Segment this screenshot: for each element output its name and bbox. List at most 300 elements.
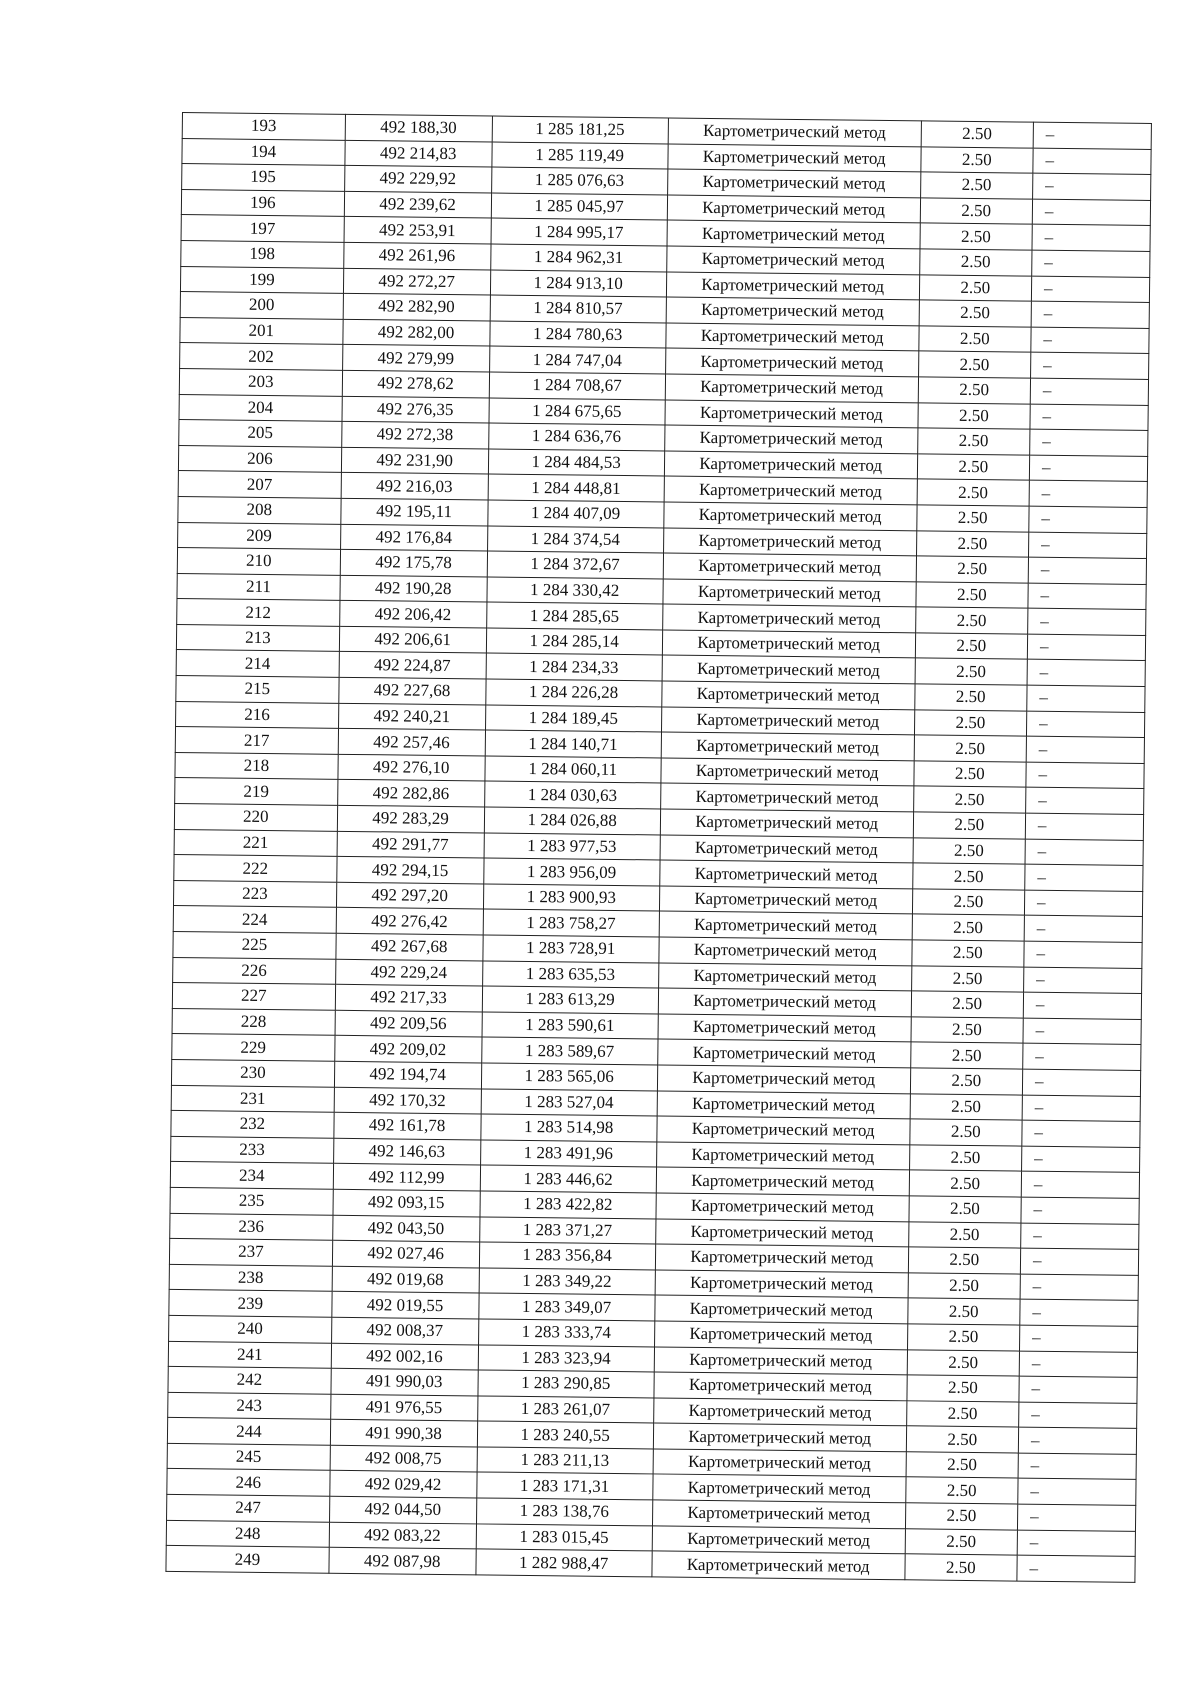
- coordinate-y-cell: 1 283 333,74: [478, 1319, 655, 1347]
- coordinate-y-cell: 1 283 371,27: [479, 1216, 656, 1244]
- description-cell: –: [1018, 1453, 1136, 1480]
- method-cell: Картометрический метод: [661, 707, 914, 735]
- coordinate-y-cell: 1 283 356,84: [479, 1242, 656, 1270]
- coordinate-y-cell: 1 284 374,54: [487, 525, 664, 553]
- point-number-cell: 211: [177, 573, 340, 600]
- method-cell: Картометрический метод: [654, 1372, 907, 1400]
- description-cell: –: [1020, 1325, 1138, 1352]
- coordinate-x-cell: 492 093,15: [333, 1189, 480, 1216]
- precision-cell: 2.50: [920, 198, 1033, 225]
- description-cell: –: [1021, 1171, 1139, 1198]
- description-cell: –: [1017, 1504, 1135, 1531]
- precision-cell: 2.50: [910, 1093, 1023, 1120]
- coordinates-table: [165, 112, 1151, 1583]
- description-cell: –: [1029, 480, 1147, 507]
- precision-cell: 2.50: [915, 607, 1028, 634]
- coordinate-x-cell: 492 261,96: [343, 242, 490, 269]
- coordinate-x-cell: 492 044,50: [329, 1496, 476, 1523]
- description-cell: –: [1029, 506, 1147, 533]
- coordinate-y-cell: 1 283 446,62: [480, 1165, 657, 1193]
- point-number-cell: 248: [166, 1520, 329, 1547]
- point-number-cell: 224: [173, 906, 336, 933]
- coordinate-y-cell: 1 284 675,65: [488, 398, 665, 426]
- precision-cell: 2.50: [911, 991, 1024, 1018]
- method-cell: Картометрический метод: [659, 911, 912, 939]
- description-cell: –: [1032, 250, 1150, 277]
- coordinate-y-cell: 1 284 234,33: [486, 653, 663, 681]
- coordinate-y-cell: 1 284 810,57: [490, 295, 667, 323]
- precision-cell: 2.50: [916, 530, 1029, 557]
- precision-cell: 2.50: [907, 1298, 1020, 1325]
- description-cell: –: [1025, 839, 1143, 866]
- precision-cell: 2.50: [920, 172, 1033, 199]
- method-cell: Картометрический метод: [656, 1193, 909, 1221]
- method-cell: Картометрический метод: [663, 527, 916, 555]
- precision-cell: 2.50: [913, 761, 1026, 788]
- point-number-cell: 223: [173, 880, 336, 907]
- description-cell: –: [1031, 352, 1149, 379]
- description-cell: –: [1033, 173, 1151, 200]
- precision-cell: 2.50: [916, 582, 1029, 609]
- point-number-cell: 241: [168, 1341, 331, 1368]
- description-cell: –: [1031, 327, 1149, 354]
- precision-cell: 2.50: [908, 1247, 1021, 1274]
- coordinate-y-cell: 1 283 589,67: [481, 1037, 658, 1065]
- point-number-cell: 196: [181, 189, 344, 216]
- description-cell: –: [1017, 1555, 1135, 1582]
- point-number-cell: 243: [168, 1392, 331, 1419]
- precision-cell: 2.50: [909, 1170, 1022, 1197]
- point-number-cell: 199: [180, 266, 343, 293]
- description-cell: –: [1025, 813, 1143, 840]
- point-number-cell: 205: [179, 420, 342, 447]
- description-cell: –: [1022, 1120, 1140, 1147]
- method-cell: Картометрический метод: [668, 118, 921, 146]
- precision-cell: 2.50: [920, 223, 1033, 250]
- description-cell: –: [1026, 788, 1144, 815]
- method-cell: Картометрический метод: [666, 272, 919, 300]
- point-number-cell: 208: [178, 496, 341, 523]
- coordinate-x-cell: 492 294,15: [336, 857, 483, 884]
- coordinate-y-cell: 1 284 913,10: [490, 270, 667, 298]
- precision-cell: 2.50: [918, 402, 1031, 429]
- coordinate-x-cell: 492 231,90: [341, 447, 488, 474]
- coordinate-y-cell: 1 283 977,53: [484, 833, 661, 861]
- precision-cell: 2.50: [905, 1528, 1018, 1555]
- description-cell: –: [1023, 1018, 1141, 1045]
- description-cell: –: [1022, 1069, 1140, 1096]
- point-number-cell: 209: [178, 522, 341, 549]
- coordinate-x-cell: 492 175,78: [340, 549, 487, 576]
- precision-cell: 2.50: [917, 454, 1030, 481]
- method-cell: Картометрический метод: [660, 860, 913, 888]
- method-cell: Картометрический метод: [654, 1346, 907, 1374]
- coordinate-y-cell: 1 283 565,06: [481, 1063, 658, 1091]
- coordinate-y-cell: 1 283 514,98: [480, 1114, 657, 1142]
- coordinate-x-cell: 492 008,75: [330, 1445, 477, 1472]
- coordinate-x-cell: 492 019,55: [332, 1292, 479, 1319]
- precision-cell: 2.50: [911, 1017, 1024, 1044]
- coordinate-y-cell: 1 284 372,67: [487, 551, 664, 579]
- precision-cell: 2.50: [912, 914, 1025, 941]
- coordinate-y-cell: 1 283 527,04: [481, 1089, 658, 1117]
- point-number-cell: 204: [179, 394, 342, 421]
- coordinate-x-cell: 492 176,84: [340, 524, 487, 551]
- coordinate-y-cell: 1 284 030,63: [484, 781, 661, 809]
- point-number-cell: 203: [179, 368, 342, 395]
- description-cell: –: [1024, 916, 1142, 943]
- precision-cell: 2.50: [920, 146, 1033, 173]
- method-cell: Картометрический метод: [658, 1039, 911, 1067]
- point-number-cell: 236: [170, 1213, 333, 1240]
- point-number-cell: 195: [182, 164, 345, 191]
- coordinate-y-cell: 1 284 189,45: [485, 705, 662, 733]
- coordinate-x-cell: 492 206,42: [339, 601, 486, 628]
- coordinate-x-cell: 492 267,68: [336, 933, 483, 960]
- point-number-cell: 218: [175, 752, 338, 779]
- precision-cell: 2.50: [914, 735, 1027, 762]
- description-cell: –: [1019, 1351, 1137, 1378]
- coordinate-y-cell: 1 283 422,82: [479, 1191, 656, 1219]
- method-cell: Картометрический метод: [660, 809, 913, 837]
- coordinate-x-cell: 492 206,61: [339, 626, 486, 653]
- precision-cell: 2.50: [905, 1477, 1018, 1504]
- description-cell: –: [1026, 711, 1144, 738]
- coordinate-y-cell: 1 284 636,76: [488, 423, 665, 451]
- description-cell: –: [1024, 941, 1142, 968]
- coordinate-y-cell: 1 284 995,17: [491, 218, 668, 246]
- description-cell: –: [1020, 1248, 1138, 1275]
- description-cell: –: [1026, 762, 1144, 789]
- method-cell: Картометрический метод: [655, 1244, 908, 1272]
- point-number-cell: 235: [170, 1187, 333, 1214]
- precision-cell: 2.50: [918, 326, 1031, 353]
- method-cell: Картометрический метод: [652, 1500, 905, 1528]
- description-cell: –: [1020, 1274, 1138, 1301]
- point-number-cell: 193: [182, 113, 345, 140]
- point-number-cell: 225: [173, 931, 336, 958]
- coordinate-x-cell: 491 990,38: [330, 1420, 477, 1447]
- description-cell: –: [1030, 378, 1148, 405]
- description-cell: –: [1019, 1402, 1137, 1429]
- coordinate-x-cell: 492 291,77: [337, 831, 484, 858]
- description-cell: –: [1033, 122, 1151, 149]
- precision-cell: 2.50: [909, 1145, 1022, 1172]
- precision-cell: 2.50: [910, 1068, 1023, 1095]
- point-number-cell: 239: [169, 1290, 332, 1317]
- coordinate-y-cell: 1 284 780,63: [489, 321, 666, 349]
- description-cell: –: [1021, 1197, 1139, 1224]
- method-cell: Картометрический метод: [653, 1449, 906, 1477]
- point-number-cell: 221: [174, 829, 337, 856]
- coordinate-x-cell: 492 170,32: [334, 1087, 481, 1114]
- coordinate-y-cell: 1 285 119,49: [491, 142, 668, 170]
- coordinate-y-cell: 1 284 708,67: [489, 372, 666, 400]
- coordinate-x-cell: 492 002,16: [331, 1343, 478, 1370]
- method-cell: Картометрический метод: [655, 1218, 908, 1246]
- coordinate-y-cell: 1 284 026,88: [484, 807, 661, 835]
- description-cell: –: [1023, 1043, 1141, 1070]
- method-cell: Картометрический метод: [652, 1526, 905, 1554]
- method-cell: Картометрический метод: [657, 1091, 910, 1119]
- precision-cell: 2.50: [916, 556, 1029, 583]
- description-cell: –: [1028, 583, 1146, 610]
- method-cell: Картометрический метод: [653, 1423, 906, 1451]
- precision-cell: 2.50: [912, 889, 1025, 916]
- point-number-cell: 247: [167, 1494, 330, 1521]
- coordinate-x-cell: 492 188,30: [345, 114, 492, 141]
- description-cell: –: [1031, 301, 1149, 328]
- point-number-cell: 212: [177, 599, 340, 626]
- precision-cell: 2.50: [909, 1119, 1022, 1146]
- method-cell: Картометрический метод: [660, 783, 913, 811]
- description-cell: –: [1028, 557, 1146, 584]
- method-cell: Картометрический метод: [657, 1065, 910, 1093]
- point-number-cell: 216: [176, 701, 339, 728]
- precision-cell: 2.50: [906, 1452, 1019, 1479]
- method-cell: Картометрический метод: [661, 758, 914, 786]
- coordinate-y-cell: 1 285 045,97: [491, 193, 668, 221]
- point-number-cell: 222: [174, 855, 337, 882]
- point-number-cell: 210: [177, 548, 340, 575]
- coordinate-y-cell: 1 284 060,11: [484, 756, 661, 784]
- precision-cell: 2.50: [908, 1221, 1021, 1248]
- coordinate-x-cell: 492 087,98: [329, 1548, 476, 1575]
- precision-cell: 2.50: [909, 1196, 1022, 1223]
- point-number-cell: 207: [178, 471, 341, 498]
- coordinate-y-cell: 1 283 240,55: [477, 1421, 654, 1449]
- coordinate-y-cell: 1 284 140,71: [485, 730, 662, 758]
- point-number-cell: 215: [176, 676, 339, 703]
- precision-cell: 2.50: [915, 633, 1028, 660]
- precision-cell: 2.50: [907, 1324, 1020, 1351]
- point-number-cell: 227: [172, 983, 335, 1010]
- coordinate-x-cell: 492 029,42: [329, 1471, 476, 1498]
- coordinate-y-cell: 1 284 285,65: [486, 602, 663, 630]
- method-cell: Картометрический метод: [663, 579, 916, 607]
- precision-cell: 2.50: [904, 1554, 1017, 1581]
- description-cell: –: [1030, 404, 1148, 431]
- method-cell: Картометрический метод: [663, 553, 916, 581]
- coordinate-x-cell: 492 283,29: [337, 805, 484, 832]
- precision-cell: 2.50: [919, 274, 1032, 301]
- method-cell: Картометрический метод: [665, 400, 918, 428]
- coordinate-x-cell: 492 209,02: [334, 1036, 481, 1063]
- point-number-cell: 200: [180, 292, 343, 319]
- description-cell: –: [1021, 1223, 1139, 1250]
- method-cell: Картометрический метод: [659, 886, 912, 914]
- point-number-cell: 226: [173, 957, 336, 984]
- point-number-cell: 242: [168, 1367, 331, 1394]
- coordinate-y-cell: 1 284 484,53: [488, 449, 665, 477]
- method-cell: Картометрический метод: [664, 451, 917, 479]
- method-cell: Картометрический метод: [656, 1142, 909, 1170]
- precision-cell: 2.50: [911, 940, 1024, 967]
- coordinate-x-cell: 491 990,03: [331, 1368, 478, 1395]
- coordinate-y-cell: 1 283 590,61: [482, 1012, 659, 1040]
- method-cell: Картометрический метод: [653, 1398, 906, 1426]
- coordinate-x-cell: 492 276,42: [336, 908, 483, 935]
- method-cell: Картометрический метод: [662, 681, 915, 709]
- method-cell: Картометрический метод: [658, 1014, 911, 1042]
- method-cell: Картометрический метод: [659, 937, 912, 965]
- point-number-cell: 197: [181, 215, 344, 242]
- description-cell: –: [1029, 532, 1147, 559]
- precision-cell: 2.50: [918, 351, 1031, 378]
- coordinate-x-cell: 492 257,46: [338, 729, 485, 756]
- coordinate-y-cell: 1 284 330,42: [486, 577, 663, 605]
- coordinate-y-cell: 1 283 015,45: [476, 1524, 653, 1552]
- coordinate-x-cell: 492 278,62: [342, 370, 489, 397]
- precision-cell: 2.50: [912, 863, 1025, 890]
- coordinate-y-cell: 1 283 211,13: [477, 1447, 654, 1475]
- method-cell: Картометрический метод: [662, 604, 915, 632]
- description-cell: –: [1018, 1479, 1136, 1506]
- precision-cell: 2.50: [921, 121, 1034, 148]
- point-number-cell: 232: [171, 1111, 334, 1138]
- coordinate-x-cell: 492 209,56: [335, 1010, 482, 1037]
- coordinate-y-cell: 1 283 323,94: [478, 1344, 655, 1372]
- coordinate-x-cell: 492 008,37: [331, 1317, 478, 1344]
- method-cell: Картометрический метод: [661, 732, 914, 760]
- precision-cell: 2.50: [919, 249, 1032, 276]
- description-cell: –: [1029, 455, 1147, 482]
- point-number-cell: 233: [171, 1136, 334, 1163]
- point-number-cell: 229: [172, 1034, 335, 1061]
- coordinate-y-cell: 1 283 171,31: [476, 1472, 653, 1500]
- description-cell: –: [1032, 199, 1150, 226]
- description-cell: –: [1027, 634, 1145, 661]
- method-cell: Картометрический метод: [653, 1474, 906, 1502]
- method-cell: Картометрический метод: [664, 476, 917, 504]
- point-number-cell: 202: [180, 343, 343, 370]
- coordinate-x-cell: 492 224,87: [339, 652, 486, 679]
- method-cell: Картометрический метод: [665, 374, 918, 402]
- description-cell: –: [1018, 1427, 1136, 1454]
- point-number-cell: 213: [176, 624, 339, 651]
- coordinate-x-cell: 492 276,35: [342, 396, 489, 423]
- coordinate-y-cell: 1 282 988,47: [475, 1549, 652, 1577]
- coordinate-x-cell: 492 043,50: [332, 1215, 479, 1242]
- description-cell: –: [1019, 1376, 1137, 1403]
- coordinate-x-cell: 492 027,46: [332, 1240, 479, 1267]
- coordinate-y-cell: 1 284 285,14: [486, 628, 663, 656]
- precision-cell: 2.50: [911, 965, 1024, 992]
- coordinate-x-cell: 492 195,11: [341, 498, 488, 525]
- precision-cell: 2.50: [913, 812, 1026, 839]
- coordinate-x-cell: 492 146,63: [333, 1138, 480, 1165]
- precision-cell: 2.50: [917, 479, 1030, 506]
- method-cell: Картометрический метод: [658, 988, 911, 1016]
- method-cell: Картометрический метод: [655, 1270, 908, 1298]
- coordinate-y-cell: 1 284 226,28: [485, 679, 662, 707]
- method-cell: Картометрический метод: [655, 1295, 908, 1323]
- coordinate-y-cell: 1 283 261,07: [477, 1396, 654, 1424]
- method-cell: Картометрический метод: [662, 630, 915, 658]
- coordinate-x-cell: 492 272,38: [341, 421, 488, 448]
- description-cell: –: [1024, 890, 1142, 917]
- coordinate-x-cell: 492 216,03: [341, 473, 488, 500]
- description-cell: –: [1022, 1095, 1140, 1122]
- coordinate-y-cell: 1 283 138,76: [476, 1498, 653, 1526]
- method-cell: Картометрический метод: [665, 348, 918, 376]
- coordinate-x-cell: 492 161,78: [334, 1112, 481, 1139]
- coordinate-y-cell: 1 283 900,93: [483, 884, 660, 912]
- precision-cell: 2.50: [913, 786, 1026, 813]
- coordinate-x-cell: 492 272,27: [343, 268, 490, 295]
- coordinate-x-cell: 492 019,68: [332, 1266, 479, 1293]
- coordinate-x-cell: 492 083,22: [329, 1522, 476, 1549]
- method-cell: Картометрический метод: [652, 1551, 905, 1579]
- coordinate-y-cell: 1 284 407,09: [487, 500, 664, 528]
- coordinate-x-cell: 492 214,83: [345, 140, 492, 167]
- point-number-cell: 245: [167, 1443, 330, 1470]
- coordinate-y-cell: 1 284 448,81: [488, 474, 665, 502]
- coordinate-x-cell: 492 194,74: [334, 1061, 481, 1088]
- method-cell: Картометрический метод: [667, 169, 920, 197]
- coordinate-x-cell: 492 282,90: [343, 293, 490, 320]
- point-number-cell: 244: [167, 1418, 330, 1445]
- point-number-cell: 231: [171, 1085, 334, 1112]
- coordinate-x-cell: 492 239,62: [344, 191, 491, 218]
- method-cell: Картометрический метод: [667, 220, 920, 248]
- method-cell: Картометрический метод: [664, 425, 917, 453]
- point-number-cell: 230: [171, 1059, 334, 1086]
- description-cell: –: [1024, 967, 1142, 994]
- point-number-cell: 246: [167, 1469, 330, 1496]
- coordinate-x-cell: 492 297,20: [336, 882, 483, 909]
- coordinate-x-cell: 492 276,10: [338, 754, 485, 781]
- precision-cell: 2.50: [913, 837, 1026, 864]
- precision-cell: 2.50: [906, 1400, 1019, 1427]
- precision-cell: 2.50: [914, 684, 1027, 711]
- method-cell: Картометрический метод: [654, 1321, 907, 1349]
- description-cell: –: [1030, 429, 1148, 456]
- method-cell: Картометрический метод: [660, 835, 913, 863]
- method-cell: Картометрический метод: [657, 1116, 910, 1144]
- point-number-cell: 237: [169, 1239, 332, 1266]
- coordinate-y-cell: 1 283 349,22: [479, 1268, 656, 1296]
- precision-cell: 2.50: [905, 1503, 1018, 1530]
- description-cell: –: [1028, 608, 1146, 635]
- precision-cell: 2.50: [919, 300, 1032, 327]
- coordinate-y-cell: 1 283 491,96: [480, 1140, 657, 1168]
- precision-cell: 2.50: [910, 1042, 1023, 1069]
- point-number-cell: 214: [176, 650, 339, 677]
- precision-cell: 2.50: [914, 710, 1027, 737]
- description-cell: –: [1017, 1530, 1135, 1557]
- method-cell: Картометрический метод: [662, 655, 915, 683]
- coordinate-x-cell: 492 112,99: [333, 1164, 480, 1191]
- coordinate-y-cell: 1 283 758,27: [483, 909, 660, 937]
- method-cell: Картометрический метод: [664, 502, 917, 530]
- description-cell: –: [1027, 685, 1145, 712]
- coordinate-y-cell: 1 283 956,09: [483, 858, 660, 886]
- coordinate-x-cell: 491 976,55: [330, 1394, 477, 1421]
- point-number-cell: 194: [182, 138, 345, 165]
- point-number-cell: 240: [169, 1315, 332, 1342]
- description-cell: –: [1032, 225, 1150, 252]
- description-cell: –: [1033, 148, 1151, 175]
- point-number-cell: 238: [169, 1264, 332, 1291]
- coordinate-x-cell: 492 229,92: [344, 166, 491, 193]
- coordinate-y-cell: 1 285 181,25: [492, 116, 669, 144]
- precision-cell: 2.50: [917, 428, 1030, 455]
- coordinates-table-body: [166, 113, 1151, 1583]
- point-number-cell: 217: [175, 727, 338, 754]
- description-cell: –: [1027, 660, 1145, 687]
- description-cell: –: [1031, 276, 1149, 303]
